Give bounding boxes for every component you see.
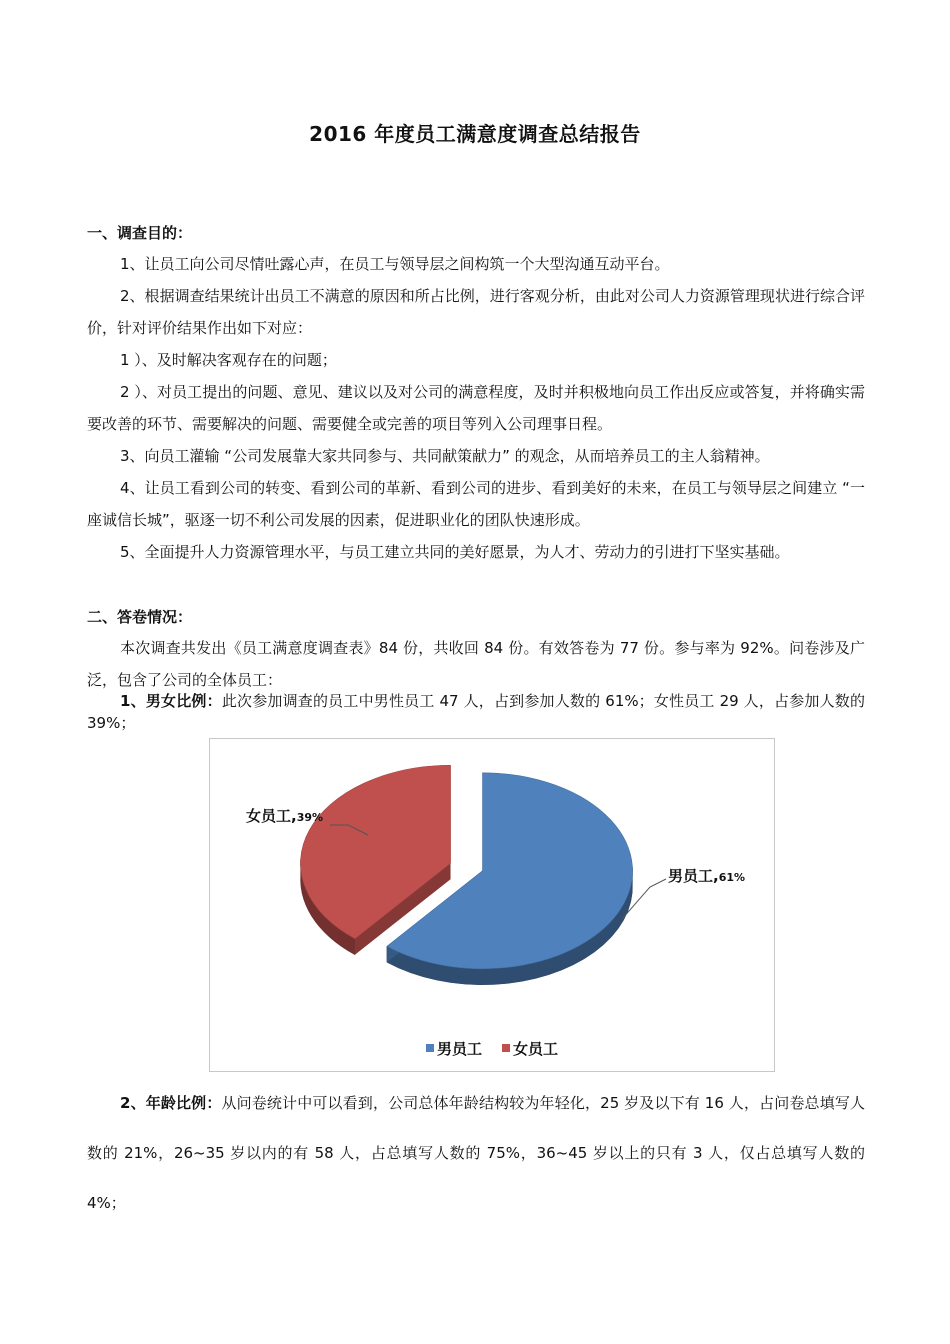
data-label-value-male: 61%	[718, 871, 746, 884]
pie-chart-svg	[210, 739, 776, 1073]
section1-item-3: 3、向员工灌输 “公司发展靠大家共同参与、共同献策献力” 的观念，从而培养员工的主人翁精神。	[120, 447, 770, 465]
legend-item-male: 男员工	[437, 1040, 483, 1058]
section1-item-2: 2、根据调查结果统计出员工不满意的原因和所占比例，进行客观分析，由此对公司人力资源管理现状进行综合评价，针对评价结果作出如下对应：	[87, 287, 865, 337]
gender-ratio-paragraph	[87, 690, 865, 734]
legend-item-female: 女员工	[513, 1040, 559, 1058]
section1-subitem-1: 1 ）、及时解决客观存在的问题；	[120, 351, 337, 369]
pie-slice-female	[301, 765, 451, 939]
data-label-male	[668, 867, 745, 885]
section1-item-5: 5、全面提升人力资源管理水平，与员工建立共同的美好愿景，为人才、劳动力的引进打下坚实基础。	[120, 543, 790, 561]
gender-pie-chart	[209, 738, 775, 1072]
gender-ratio-label: 1、男女比例：	[120, 692, 222, 710]
section1-item-4: 4、让员工看到公司的转变、看到公司的革新、看到公司的进步、看到美好的未来，在员工与领导层之间建立 “一座诚信长城”，驱逐一切不利公司发展的因素，促进职业化的团队快速形成。	[87, 479, 865, 529]
data-label-name-female: 女员工,	[246, 807, 297, 825]
page-title: 2016 年度员工满意度调查总结报告	[309, 122, 641, 146]
data-label-name-male: 男员工,	[668, 867, 719, 885]
legend-swatch-female	[502, 1044, 510, 1052]
age-ratio-text: 从问卷统计中可以看到，公司总体年龄结构较为年轻化，25 岁及以下有 16 人，占问卷总填写人数的 21%，26~35 岁以内的有 58 人，占总填写人数的 75%，36~45 岁以上的只有 3 人，仅占总填写人数的 4%；	[87, 1094, 865, 1212]
section1-item-1: 1、让员工向公司尽情吐露心声，在员工与领导层之间构筑一个大型沟通互动平台。	[120, 255, 670, 273]
data-label-female	[246, 807, 323, 825]
section1-subitem-2: 2 ）、对员工提出的问题、意见、建议以及对公司的满意程度，及时并积极地向员工作出反应或答复，并将确实需要改善的环节、需要解决的问题、需要健全或完善的项目等列入公司理事日程。	[87, 383, 865, 433]
section2-heading: 二、答卷情况：	[87, 608, 193, 626]
section2-intro: 本次调查共发出《员工满意度调查表》84 份，共收回 84 份。有效答卷为 77 份。参与率为 92%。问卷涉及广泛，包含了公司的全体员工：	[87, 639, 865, 689]
legend-swatch-male	[426, 1044, 434, 1052]
age-ratio-paragraph	[87, 1078, 865, 1228]
age-ratio-label: 2、年龄比例：	[120, 1094, 222, 1112]
section1-heading: 一、调查目的：	[87, 224, 193, 242]
data-label-value-female: 39%	[296, 811, 324, 824]
gender-ratio-text: 此次参加调查的员工中男性员工 47 人，占到参加人数的 61%；女性员工 29 人，占参加人数的 39%；	[87, 692, 865, 732]
